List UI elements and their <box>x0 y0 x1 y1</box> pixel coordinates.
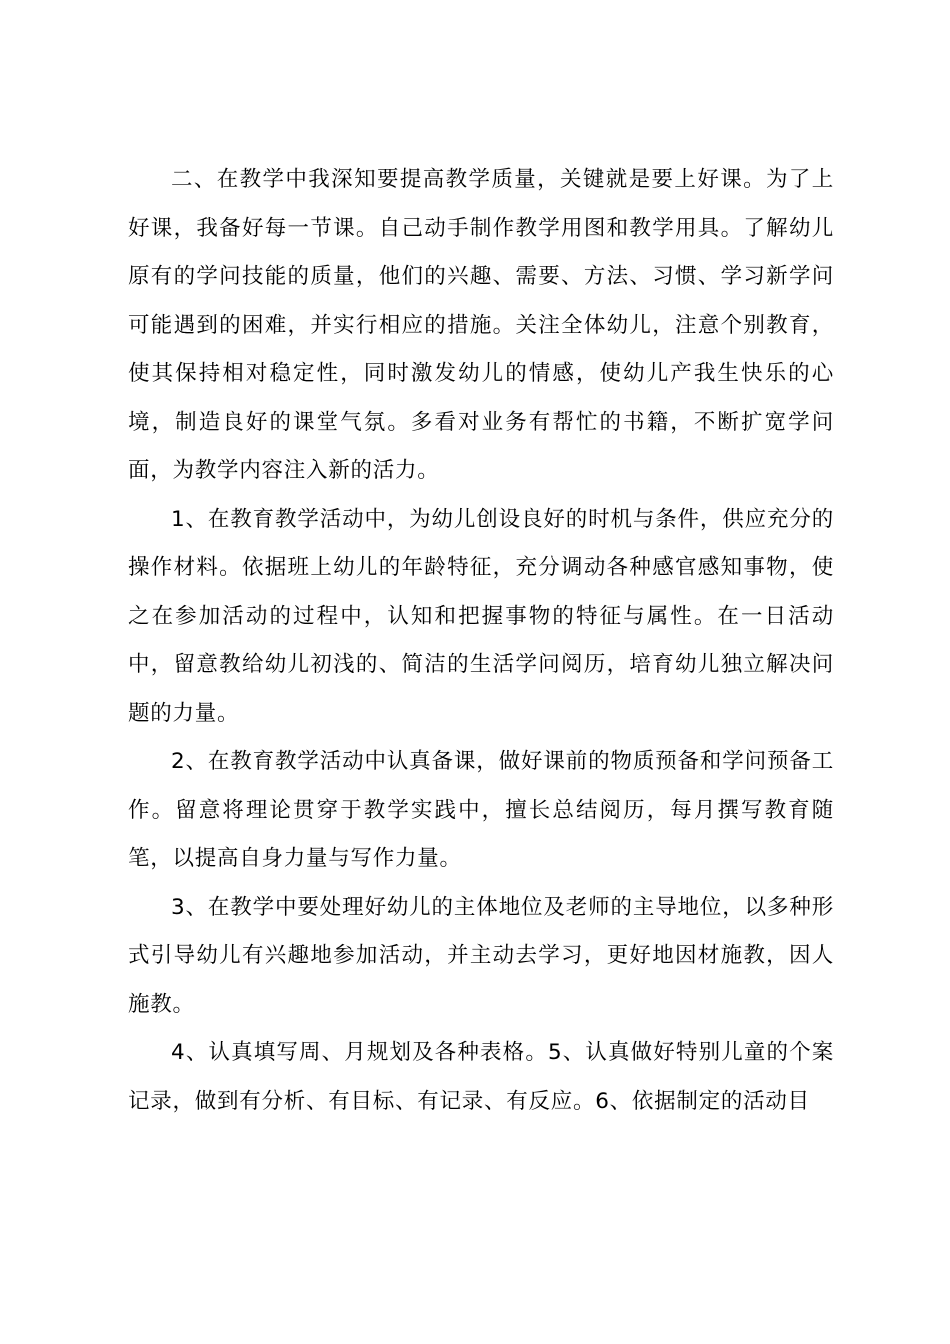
paragraph-item-3: 3、在教学中要处理好幼儿的主体地位及老师的主导地位，以多种形式引导幼儿有兴趣地参加活动，并主动去学习，更好地因材施教，因人施教。 <box>128 894 834 1017</box>
paragraph-item-1: 1、在教育教学活动中，为幼儿创设良好的时机与条件，供应充分的操作材料。依据班上幼儿的年龄特征，充分调动各种感官感知事物，使之在参加活动的过程中，认知和把握事物的特征与属性。在一日活动中，留意教给幼儿初浅的、简洁的生活学问阅历，培育幼儿独立解决问题的力量。 <box>128 506 834 726</box>
paragraph-item-2: 2、在教育教学活动中认真备课，做好课前的物质预备和学问预备工作。留意将理论贯穿于教学实践中，擅长总结阅历，每月撰写教育随笔，以提高自身力量与写作力量。 <box>128 749 834 871</box>
document-body <box>128 156 834 1126</box>
paragraph-teaching-quality: 二、在教学中我深知要提高教学质量，关键就是要上好课。为了上好课，我备好每一节课。自己动手制作教学用图和教学用具。了解幼儿原有的学问技能的质量，他们的兴趣、需要、方法、习惯、学习新学问可能遇到的困难，并实行相应的措施。关注全体幼儿，注意个别教育，使其保持相对稳定性，同时激发幼儿的情感，使幼儿产我生快乐的心境，制造良好的课堂气氛。多看对业务有帮忙的书籍，不断扩宽学问面，为教学内容注入新的活力。 <box>128 167 834 483</box>
paragraph-item-4-6: 4、认真填写周、月规划及各种表格。5、认真做好特别儿童的个案记录，做到有分析、有目标、有记录、有反应。6、依据制定的活动目 <box>128 1040 834 1114</box>
